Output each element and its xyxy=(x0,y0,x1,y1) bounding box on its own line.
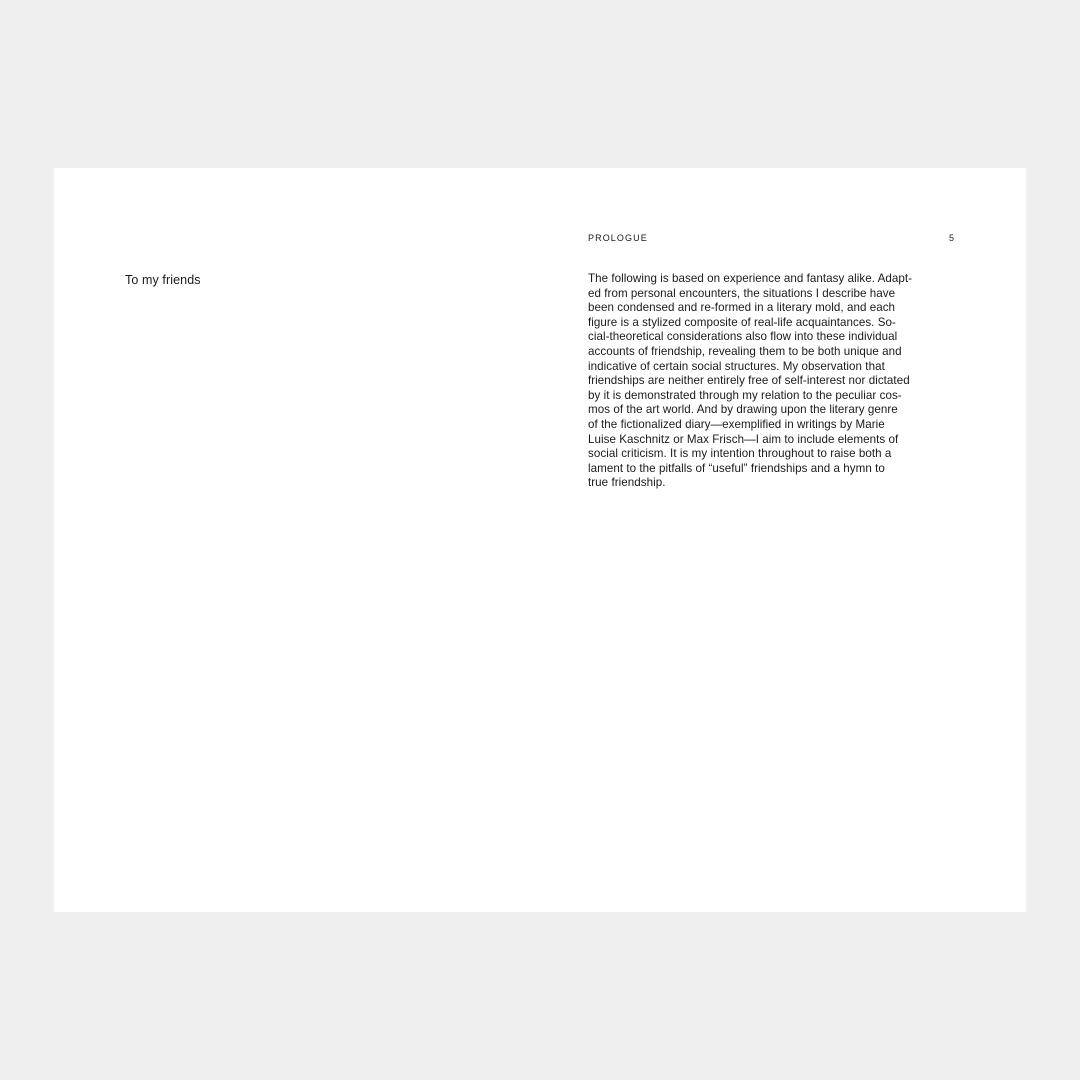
page-number: 5 xyxy=(948,233,954,243)
body-line: friendships are neither entirely free of self-interest nor dictated xyxy=(588,374,910,388)
body-line: ed from personal encounters, the situations I describe have xyxy=(588,286,896,300)
body-line: lament to the pitfalls of “useful” friendships and a hymn to xyxy=(588,461,885,475)
body-line: of the fictionalized diary—exemplified in writings by Marie xyxy=(588,417,885,431)
prologue-body xyxy=(588,272,960,491)
section-label: PROLOGUE xyxy=(588,233,648,243)
body-line: cial-theoretical considerations also flow into these individual xyxy=(588,330,898,344)
body-line: by it is demonstrated through my relation to the peculiar cos- xyxy=(588,388,902,402)
body-line: The following is based on experience and fantasy alike. Adapt- xyxy=(588,272,913,285)
running-head xyxy=(588,232,954,244)
body-line: figure is a stylized composite of real-life acquaintances. So- xyxy=(588,315,896,329)
dedication-text: To my friends xyxy=(125,273,201,287)
body-line: accounts of friendship, revealing them to be both unique and xyxy=(588,344,902,358)
body-line: indicative of certain social structures. My observation that xyxy=(588,359,885,373)
body-line: mos of the art world. And by drawing upon the literary genre xyxy=(588,403,898,417)
book-spread xyxy=(54,168,1026,912)
body-line: Luise Kaschnitz or Max Frisch—I aim to include elements of xyxy=(588,432,899,446)
body-line: been condensed and re-formed in a literary mold, and each xyxy=(588,301,896,315)
body-line: social criticism. It is my intention throughout to raise both a xyxy=(588,447,892,461)
body-line: true friendship. xyxy=(588,476,666,490)
